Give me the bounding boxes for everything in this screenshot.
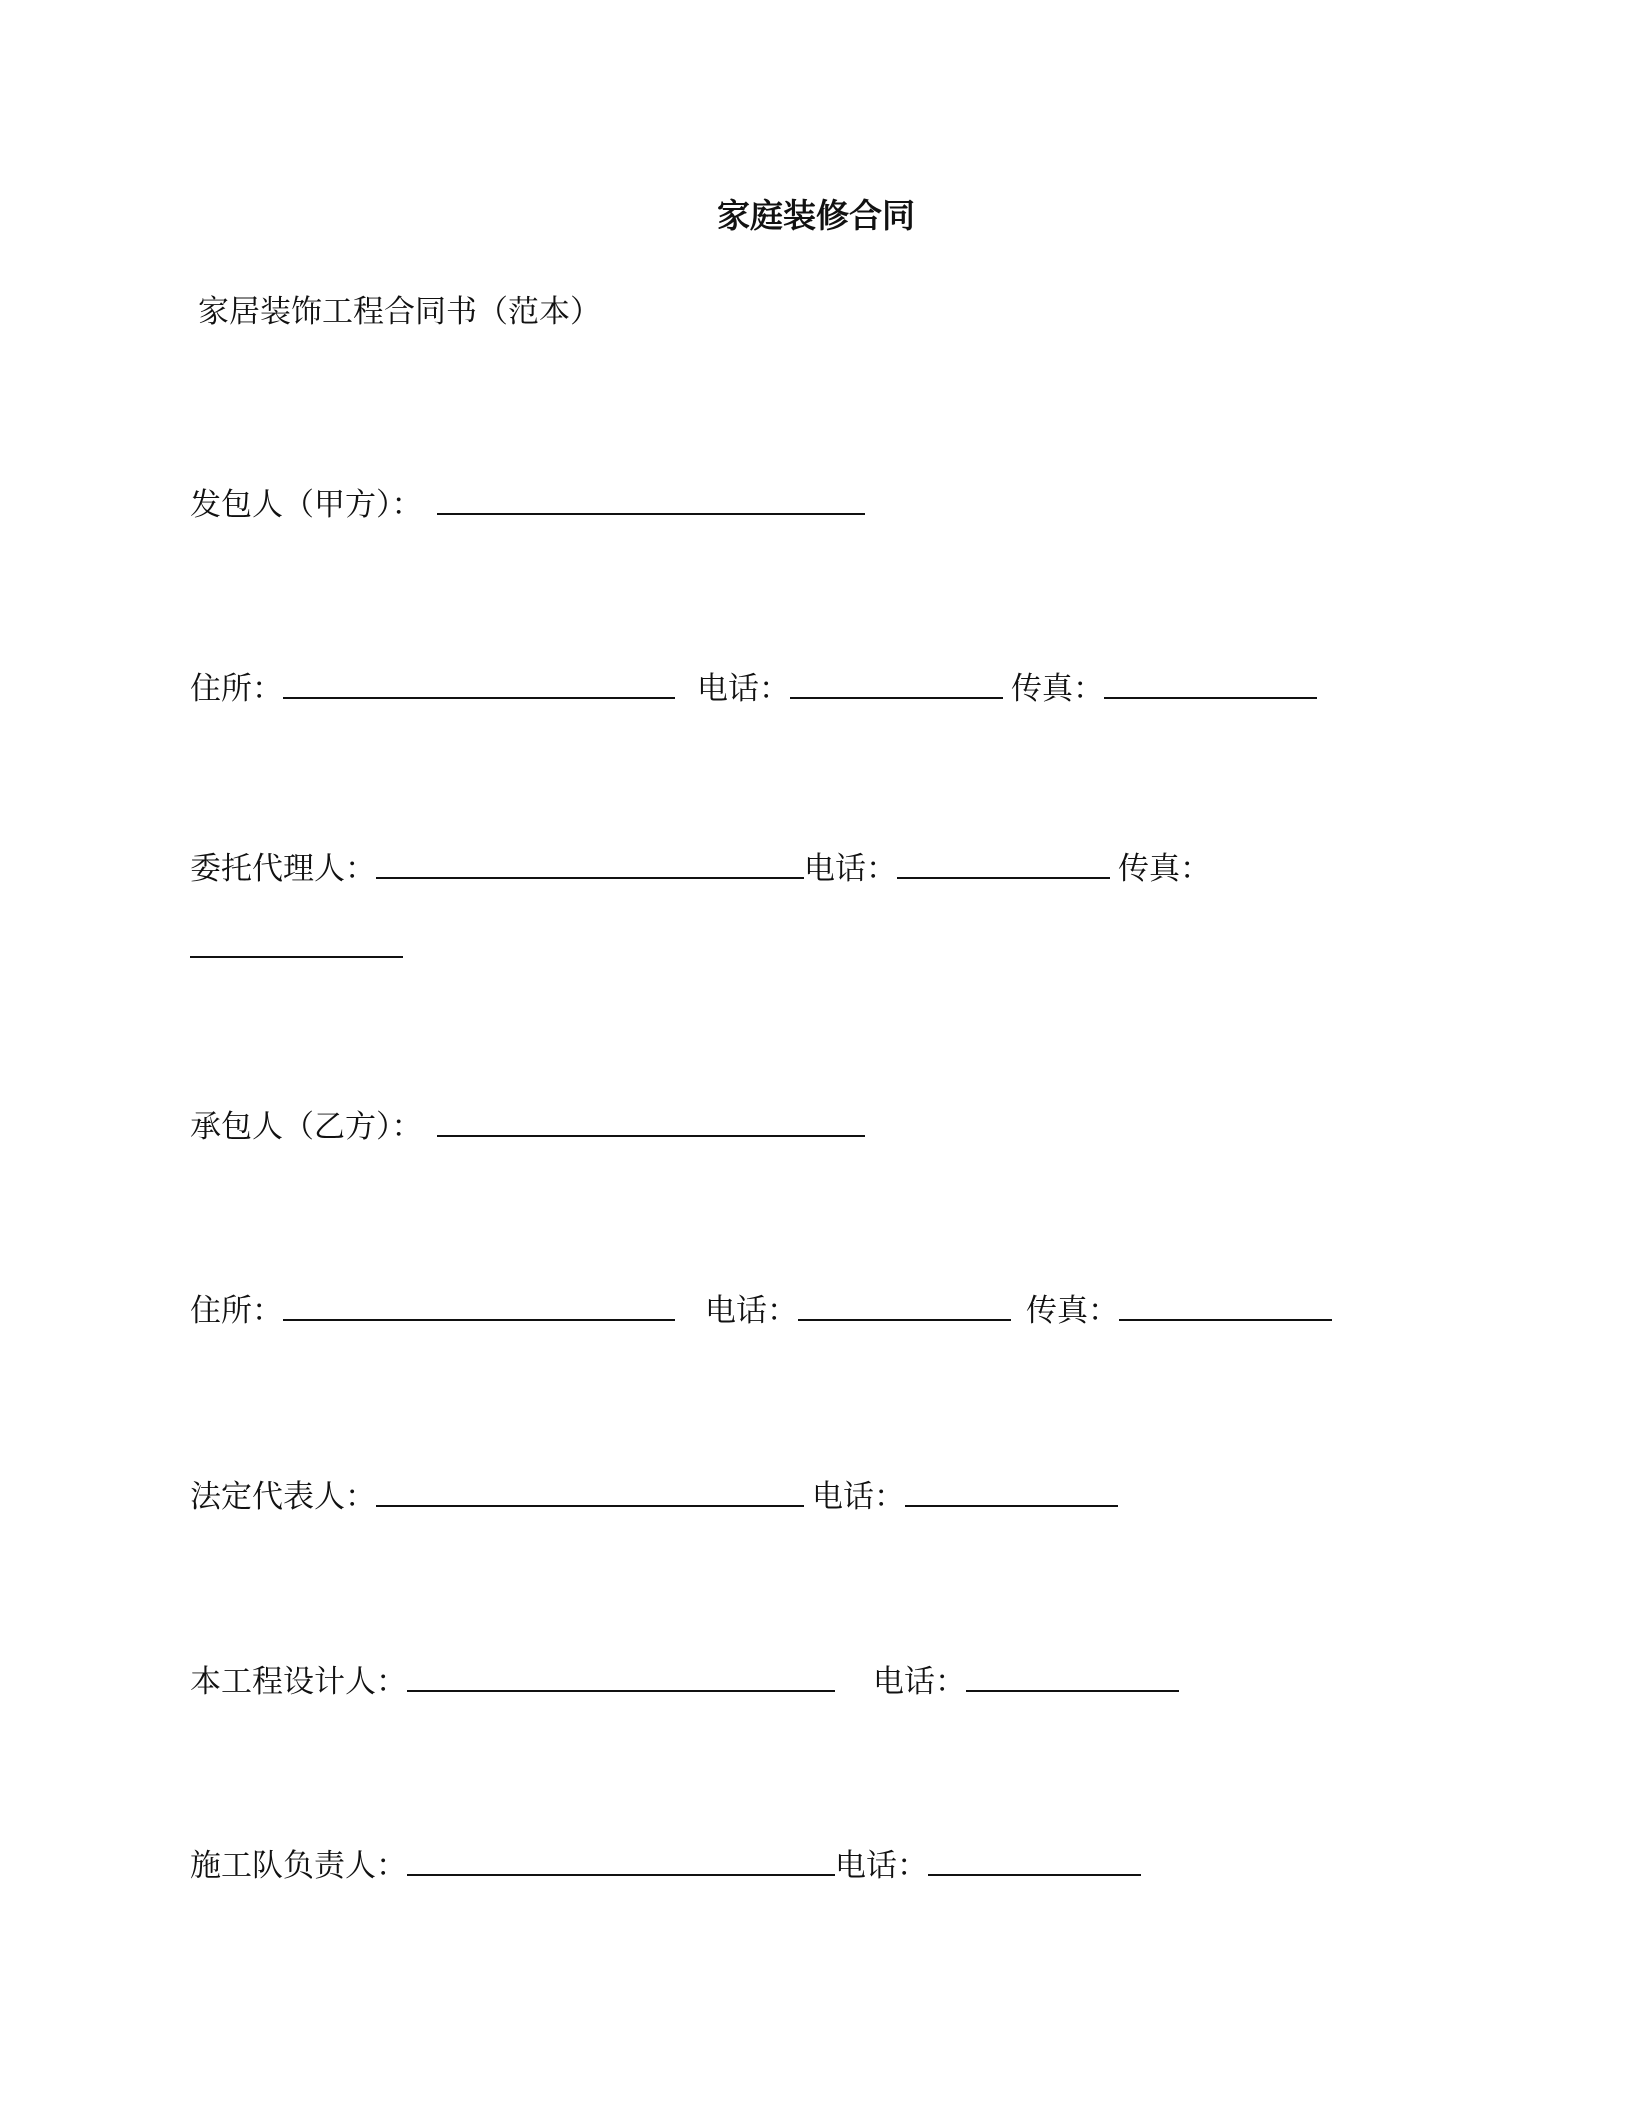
party-b-row (190, 1105, 865, 1147)
party-a-agent-fax-row (190, 926, 403, 968)
party-b-designer-phone-label: 电话： (873, 1664, 966, 1700)
party-b-fax-label: 传真： (1026, 1293, 1119, 1329)
party-a-agent-fax-blank[interactable] (190, 926, 403, 958)
party-a-agent-blank[interactable] (376, 847, 804, 879)
party-b-address-row (190, 1289, 1332, 1331)
party-b-team-leader-row (190, 1844, 1141, 1886)
party-b-designer-label: 本工程设计人： (190, 1664, 407, 1700)
party-a-address-blank[interactable] (283, 667, 675, 699)
party-a-agent-phone-label: 电话： (804, 851, 897, 887)
party-b-legal-rep-label: 法定代表人： (190, 1479, 376, 1515)
party-a-address-row (190, 667, 1317, 709)
party-b-blank[interactable] (437, 1105, 865, 1137)
party-a-fax-blank[interactable] (1104, 667, 1317, 699)
party-b-team-leader-phone-label: 电话： (835, 1848, 928, 1884)
party-b-phone-label: 电话： (705, 1293, 798, 1329)
party-b-label: 承包人（乙方）： (190, 1109, 423, 1145)
party-b-legal-rep-row (190, 1475, 1118, 1517)
document-subtitle: 家居装饰工程合同书（范本） (198, 294, 601, 330)
party-b-team-leader-phone-blank[interactable] (928, 1844, 1141, 1876)
party-a-phone-label: 电话： (697, 671, 790, 707)
party-a-phone-blank[interactable] (790, 667, 1003, 699)
party-a-label: 发包人（甲方）： (190, 487, 423, 523)
party-b-designer-blank[interactable] (407, 1660, 835, 1692)
party-b-legal-rep-blank[interactable] (376, 1475, 804, 1507)
party-b-address-label: 住所： (190, 1293, 283, 1329)
party-a-agent-phone-blank[interactable] (897, 847, 1110, 879)
party-b-phone-blank[interactable] (798, 1289, 1011, 1321)
party-b-fax-blank[interactable] (1119, 1289, 1332, 1321)
party-a-agent-row (190, 847, 1211, 889)
party-b-designer-row (190, 1660, 1179, 1702)
party-a-agent-label: 委托代理人： (190, 851, 376, 887)
party-a-agent-fax-label: 传真： (1118, 851, 1211, 887)
document-title: 家庭装修合同 (717, 196, 915, 235)
party-a-blank[interactable] (437, 483, 865, 515)
party-b-team-leader-blank[interactable] (407, 1844, 835, 1876)
party-b-legal-rep-phone-blank[interactable] (905, 1475, 1118, 1507)
party-b-legal-rep-phone-label: 电话： (812, 1479, 905, 1515)
party-a-row (190, 483, 865, 525)
party-b-address-blank[interactable] (283, 1289, 675, 1321)
party-b-designer-phone-blank[interactable] (966, 1660, 1179, 1692)
party-a-address-label: 住所： (190, 671, 283, 707)
party-b-team-leader-label: 施工队负责人： (190, 1848, 407, 1884)
party-a-fax-label: 传真： (1011, 671, 1104, 707)
